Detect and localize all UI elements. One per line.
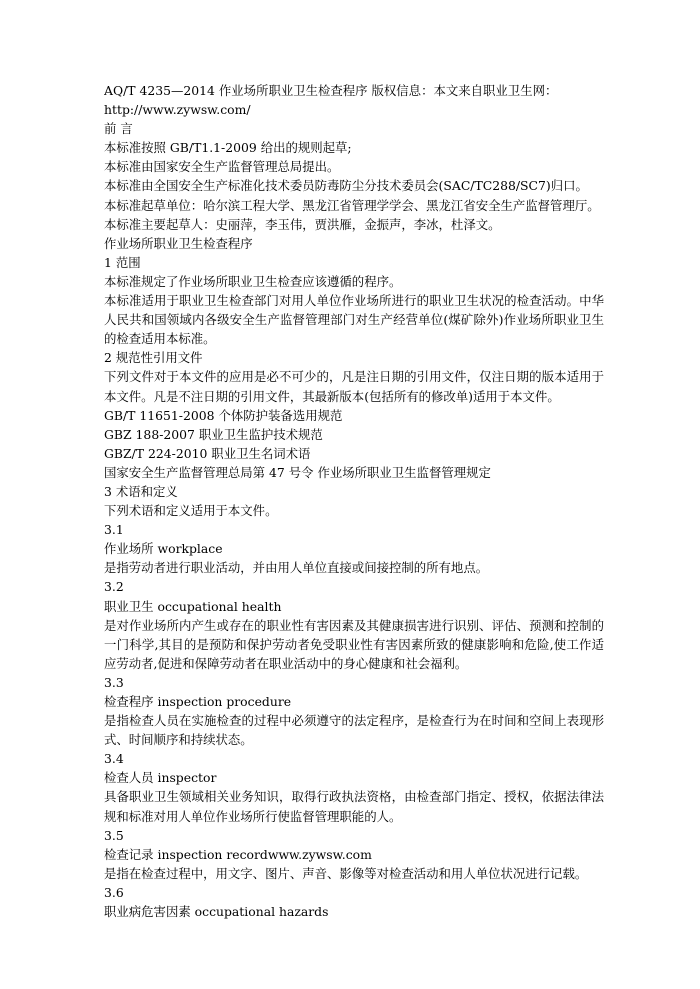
document-title: 作业场所职业卫生检查程序 <box>104 235 253 251</box>
term-name: 检查人员 inspector <box>104 770 217 786</box>
header-line-1: AQ/T 4235—2014 作业场所职业卫生检查程序 版权信息：本文来自职业卫生网： <box>104 83 558 98</box>
term-number: 3.6 <box>104 884 124 900</box>
reference-item: GB/T 11651-2008 个体防护装备选用规范 <box>104 407 343 423</box>
term-definition: 是指在检查过程中，用文字、图片、声音、影像等对检查活动和用人单位状况进行记载。 <box>104 865 588 881</box>
section-1-paragraph: 本标准规定了作业场所职业卫生检查应该遵循的程序。 <box>104 273 402 289</box>
term-number: 3.2 <box>104 579 124 595</box>
reference-item: 国家安全生产监督管理总局第 47 号令 作业场所职业卫生监督管理规定 <box>104 464 491 480</box>
foreword-paragraph: 本标准起草单位：哈尔滨工程大学、黑龙江省管理学学会、黑龙江省安全生产监督管理厅。 <box>104 197 600 213</box>
section-2-title: 2 规范性引用文件 <box>104 350 203 366</box>
term-name: 职业病危害因素 occupational hazards <box>104 904 329 920</box>
foreword-title: 前 言 <box>104 121 133 137</box>
section-1-title: 1 范围 <box>104 254 141 270</box>
term-number: 3.4 <box>104 751 124 767</box>
term-name: 检查程序 inspection procedure <box>104 694 292 709</box>
term-number: 3.3 <box>104 674 124 690</box>
foreword-paragraph: 本标准主要起草人：史丽萍，李玉伟，贾洪雁，金振声，李冰，杜泽文。 <box>104 216 501 232</box>
section-3-title: 3 术语和定义 <box>104 483 178 499</box>
term-definition: 是对作业场所内产生或存在的职业性有害因素及其健康损害进行识别、评估、预测和控制的一门科学,其目的是预防和保护劳动者免受职业性有害因素所致的健康影响和危险,使工作适应劳动者,促进和保障劳动者在职业活动中的身心健康和社会福利。 <box>104 617 604 671</box>
section-3-intro: 下列术语和定义适用于本文件。 <box>104 503 278 519</box>
header-url: http://www.zywsw.com/ <box>104 102 251 118</box>
reference-item: GBZ 188-2007 职业卫生监护技术规范 <box>104 426 323 442</box>
term-definition: 具备职业卫生领域相关业务知识，取得行政执法资格，由检查部门指定、授权，依据法律法规和标准对用人单位作业场所行使监督管理职能的人。 <box>104 789 604 824</box>
term-definition: 是指检查人员在实施检查的过程中必须遵守的法定程序，是检查行为在时间和空间上表现形式、时间顺序和持续状态。 <box>104 713 604 748</box>
term-definition: 是指劳动者进行职业活动，并由用人单位直接或间接控制的所有地点。 <box>104 560 489 576</box>
section-2-paragraph: 下列文件对于本文件的应用是必不可少的，凡是注日期的引用文件，仅注日期的版本适用于本文件。凡是不注日期的引用文件，其最新版本(包括所有的修改单)适用于本文件。 <box>104 369 604 404</box>
term-name: 职业卫生 occupational health <box>104 598 282 614</box>
foreword-paragraph: 本标准由国家安全生产监督管理总局提出。 <box>104 159 340 175</box>
document-page <box>104 81 604 921</box>
term-name: 检查记录 inspection recordwww.zywsw.com <box>104 846 372 862</box>
reference-item: GBZ/T 224-2010 职业卫生名词术语 <box>104 445 311 461</box>
section-1-paragraph: 本标准适用于职业卫生检查部门对用人单位作业场所进行的职业卫生状况的检查活动。中华人民共和国领域内各级安全生产监督管理部门对生产经营单位(煤矿除外)作业场所职业卫生的检查适用本标准。 <box>104 293 604 347</box>
term-number: 3.1 <box>104 522 124 538</box>
foreword-paragraph: 本标准按照 GB/T1.1-2009 给出的规则起草; <box>104 140 352 156</box>
foreword-paragraph: 本标准由全国安全生产标准化技术委员防毒防尘分技术委员会(SAC/TC288/SC7)归口。 <box>104 178 588 194</box>
term-number: 3.5 <box>104 827 124 843</box>
term-name: 作业场所 workplace <box>104 541 223 557</box>
